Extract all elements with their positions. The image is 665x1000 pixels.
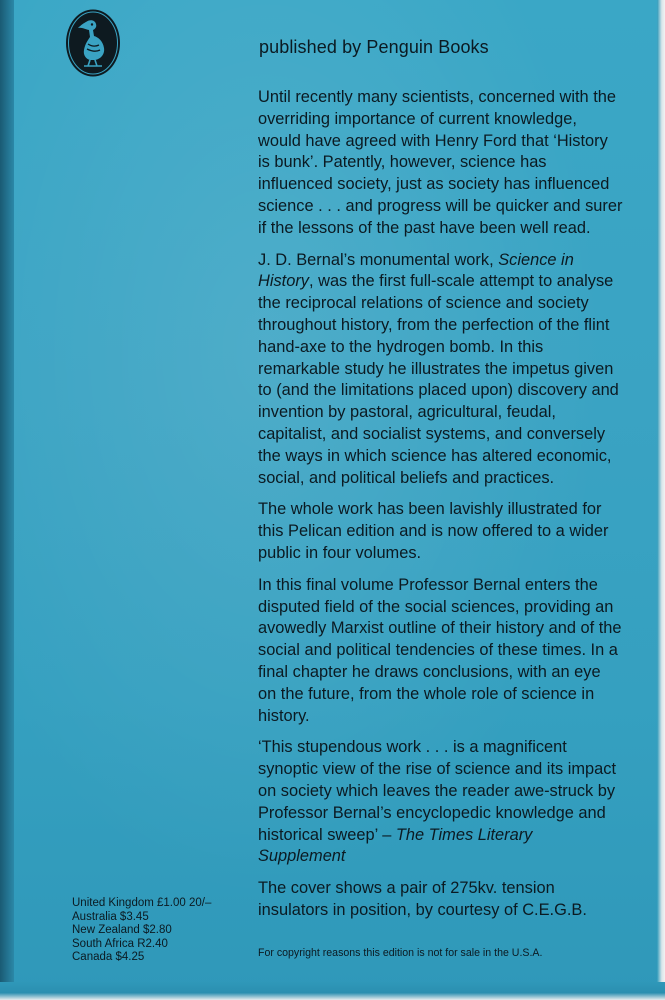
page-edge-right (657, 0, 665, 1000)
review-quote: ‘This stupendous work . . . is a magnificent synoptic view of the rise of science and its impact on society which leaves the reader awe-struck by Professor Bernal’s encyclopedic knowledge and historical sweep’ – (258, 738, 617, 844)
price-item: Australia $3.45 (72, 910, 149, 923)
blurb-text (258, 87, 623, 932)
paragraph-final-volume: In this final volume Professor Bernal enters the disputed field of the social sciences, providing an avowedly Marxist outline of their history and of the social and political tendencies of these times. In a final chapter he draws conclusions, with an eye on the future, from the whole role of science in history. (258, 575, 622, 725)
price-item: South Africa R2.40 (72, 937, 168, 950)
price-item: United Kingdom £1.00 20/– (72, 897, 212, 909)
paragraph-intro: Until recently many scientists, concerned with the overriding importance of current knowledge, would have agreed with Henry Ford that ‘History is bunk’. Patently, however, science has influenced society, just as society has influenced science . . . and progress will be quicker and surer if the lessons of the past have been well read. (258, 88, 623, 237)
pelican-icon (64, 8, 122, 78)
page-edge-bottom (0, 982, 665, 1000)
book-title: Science in History (258, 250, 574, 291)
review-source: The Times Literary Supplement (258, 825, 533, 866)
paragraph-bernal-work (258, 250, 623, 490)
price-item: New Zealand $2.80 (72, 924, 172, 937)
paragraph-rest: , was the first full-scale attempt to analyse the reciprocal relations of science and society throughout history, from the perfection of the flint hand-axe to the hydrogen bomb. In this remarkable study he illustrates the impetus given to (and the limitations placed upon) discovery and invention by pastoral, agricultural, feudal, capitalist, and socialist systems, and conversely the ways in which science has altered economic, social, and political beliefs and practices. (258, 272, 619, 487)
price-item: Canada $4.25 (72, 951, 145, 964)
paragraph-edition: The whole work has been lavishly illustrated for this Pelican edition and is now offered to a wider public in four volumes. (258, 500, 609, 562)
paragraph-lead: J. D. Bernal’s monumental work, (258, 250, 499, 269)
publisher-line: published by Penguin Books (259, 37, 489, 57)
copyright-notice: For copyright reasons this edition is not for sale in the U.S.A. (258, 947, 543, 959)
spine-edge (0, 0, 14, 1000)
paragraph-review-quote (258, 737, 623, 868)
paragraph-cover-credit: The cover shows a pair of 275kv. tension insulators in position, by courtesy of C.E.G.B. (258, 879, 587, 919)
price-list (72, 897, 211, 965)
